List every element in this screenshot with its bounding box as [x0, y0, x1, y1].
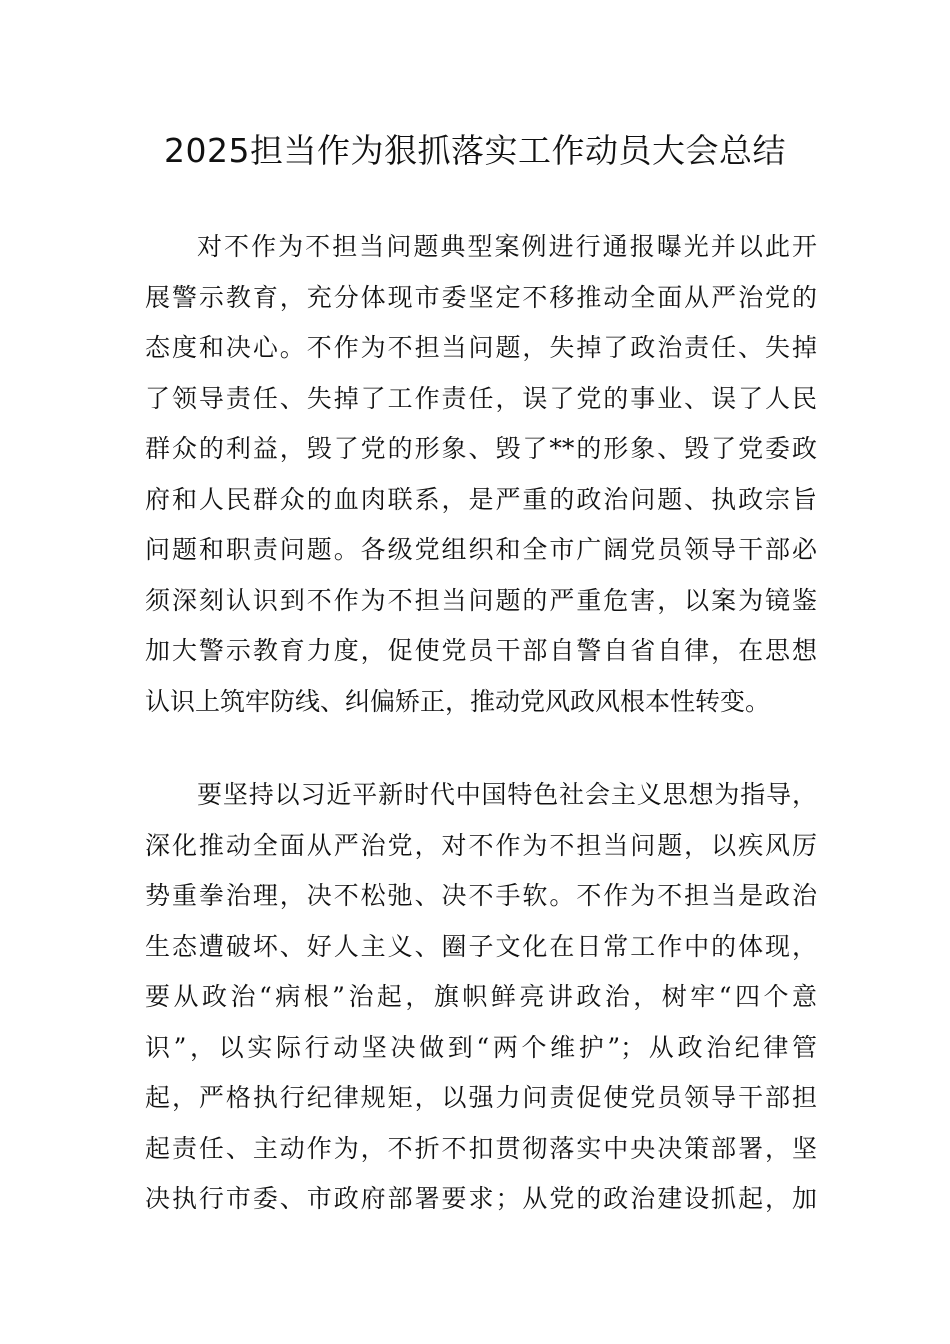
paragraph-line: 识”，以实际行动坚决做到“两个维护”；从政治纪律管 — [145, 1032, 817, 1062]
paragraph-line: 起责任、主动作为，不折不扣贯彻落实中央决策部署，坚 — [145, 1133, 817, 1163]
paragraph-line: 深化推动全面从严治党，对不作为不担当问题，以疾风厉 — [145, 830, 817, 860]
paragraph-line: 起，严格执行纪律规矩，以强力问责促使党员领导干部担 — [145, 1083, 817, 1112]
paragraph-line: 要坚持以习近平新时代中国特色社会主义思想为指导， — [197, 780, 817, 809]
paragraph-1 — [145, 222, 817, 727]
paragraph-line: 生态遭破坏、好人主义、圈子文化在日常工作中的体现， — [145, 931, 817, 961]
paragraph-line: 须深刻认识到不作为不担当问题的严重危害，以案为镜鉴 — [145, 585, 817, 615]
paragraph-line: 展警示教育，充分体现市委坚定不移推动全面从严治党的 — [145, 282, 817, 312]
paragraph-line: 加大警示教育力度，促使党员干部自警自省自律，在思想 — [145, 636, 817, 665]
paragraph-line: 势重拳治理，决不松弛、决不手软。不作为不担当是政治 — [145, 881, 817, 910]
paragraph-line: 对不作为不担当问题典型案例进行通报曝光并以此开 — [197, 232, 817, 261]
paragraph-line: 态度和决心。不作为不担当问题，失掉了政治责任、失掉 — [145, 333, 817, 362]
paragraph-line: 问题和职责问题。各级党组织和全市广阔党员领导干部必 — [145, 535, 817, 564]
paragraph-line: 决执行市委、市政府部署要求；从党的政治建设抓起，加 — [145, 1184, 817, 1213]
document-title: 2025担当作为狠抓落实工作动员大会总结 — [164, 131, 786, 170]
paragraph-line: 了领导责任、失掉了工作责任，误了党的事业、误了人民 — [145, 383, 817, 413]
paragraph-line: 群众的利益，毁了党的形象、毁了**的形象、毁了党委政 — [145, 434, 817, 463]
paragraph-2 — [145, 770, 817, 1225]
paragraph-line: 府和人民群众的血肉联系，是严重的政治问题、执政宗旨 — [145, 484, 817, 514]
paragraph-line: 认识上筑牢防线、纠偏矫正，推动党风政风根本性转变。 — [145, 686, 771, 716]
paragraph-line: 要从政治“病根”治起，旗帜鲜亮讲政治，树牢“四个意 — [145, 982, 817, 1011]
